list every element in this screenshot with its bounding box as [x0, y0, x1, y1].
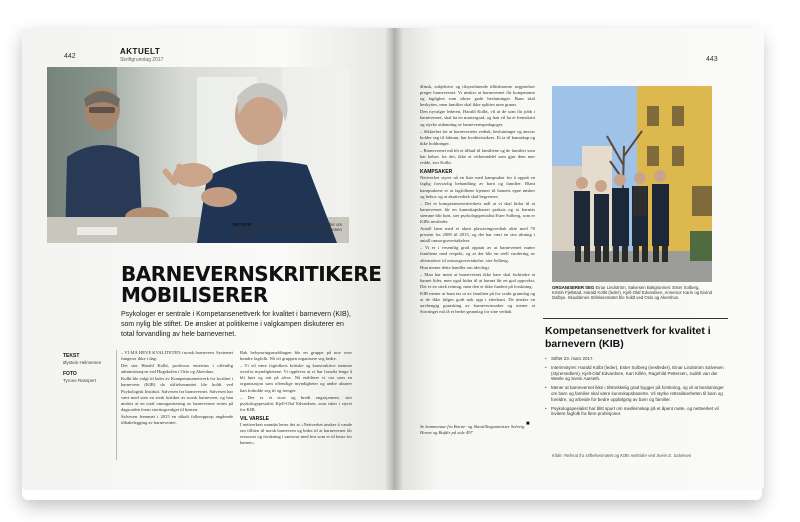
left-caption-text: Psykologspesialist Einar Lindström forteller om grunnlaget for nettverket i KIB. Harald Kolbt i bakgrunnen følger med.: [233, 222, 343, 238]
headline: [121, 264, 381, 306]
fact-box-item: • Interimstyret: Harald Kolbt (leder), Ester Solberg (nestleder), Einar Lindström Salvesen (styremedlem), Kjell-Olaf Edvardsen, Kari Killén, Ragnhild Pettersen, Judith van der Weele og Svein Aarseth.: [551, 365, 728, 382]
paragraph: – VI MÅ HEVE KVALITETEN i norsk barnevern. Systemet fungerer ikke i dag.: [121, 350, 233, 362]
right-column-1: [420, 84, 535, 420]
paragraph: dlinsk, subjektive og tilsynelatende tillitsbaserte avgjørelser preger barnevernet. Vi ønsker at barnevernet får kompetanse og faglighet som sikrer gode beslutninger. Barn skal beskyttes, men familier skal ikke splittes uten grunn.: [420, 84, 535, 108]
paragraph: – Sikkerhet for at barnevernets vedtak, beslutninger og ansvar holder seg til faktum, bør kvalitetssikres. Et ta til kunnskap og ikke holdninger.: [420, 128, 535, 146]
paragraph: I nettverkets mandat heter det at «Nettverket ønsker å vande om tilliten til norsk barnevern og bidra til at barnevernet får ressurser og forskning i samsvar med hva som er til beste for barnet».: [240, 422, 352, 446]
credit-text-label: TEKST: [63, 353, 80, 359]
left-caption-label: INITIATIV: [233, 222, 252, 227]
page-number-left: 442: [64, 53, 76, 60]
right-caption-text: Einar Lindström, Salvesen Bakgrunnen: Ester Solberg, Kristin Fjellstad, Harald Kolbt (leder), Kjell-Olaf Edvardsen, Annemor Karin og Eivind Dalbye. Skuddenes Stifelsesmøtet ble holdt ved Oslo og Akershus.: [552, 285, 713, 301]
meeting-photo-illustration: [47, 67, 349, 243]
paragraph: KIB mener at barn tas ut av familien på for svakt grunnlag og at de ikke følges godt nok opp i etterkant. De ønsker en uavhengig gransking av barnevernssaker og mener at Stortinget må få et bedre grunnlag for sine vedtak.: [420, 291, 535, 315]
paragraph: – Vi vil være fagfolkets kritiske og konstruktive stemme overfor myndighetene. Vi opplever at vi har forsøkt lenge å bli hørt og tatt på alvor. Nå etablerer vi oss som en organisasjon som offentlige myndigheter og andre aktører kan forholde seg til og trenger.: [240, 363, 352, 393]
right-photo-caption: [552, 285, 712, 301]
fact-box-item: • Stiftet 23. mars 2017.: [551, 356, 728, 362]
fact-box-source: Kilde: Referat fra stiftelsesmøtet og KIBs nettsider ved Svein E. Salvesen: [552, 453, 692, 458]
lead-paragraph: Psykologer er sentrale i Kompetansenettverk for kvalitet i barnevern (KIB), som nylig ble stiftet. De ønsker at politikerne i valgkampen diskuterer en total forvandling av hele barnevernet.: [121, 311, 351, 338]
fact-box-item: • Psykologspesialist har blitt spurt om medlemskap på et åpent møte, og nettverket vil invitere fagfolk fra flere profesjoner.: [551, 406, 728, 418]
meeting-photo: [47, 67, 349, 243]
group-photo-illustration: [552, 86, 712, 282]
paragraph: – Vi er i vesentlig grad opptatt av at barnevernet møter familiene med respekt, og at det blir en reell vurdering av alternativer til omsorgsovertakelse, sier Solberg.: [420, 245, 535, 263]
group-photo: [552, 86, 712, 282]
fact-box-list: [543, 356, 728, 417]
subheading-vil-varsle: VIL VARSLE: [240, 415, 269, 422]
credit-text-name: Øystein Helmersen: [63, 360, 102, 365]
paragraph: – Det er et stort og bredt engasjement, sier psykologspesialist Kjell-Olaf Edvardsen, som sitter i styret for KIB.: [240, 394, 352, 412]
paragraph: Det sier Harald Kolbt, professor emeritus i offentlig administrasjon ved Høgskolen i Oslo og Akershus.: [121, 363, 233, 375]
left-column-1: [121, 350, 233, 458]
paragraph: Hun mener dette handler om ideologi.: [420, 264, 490, 270]
paragraph: Antall barn med et akutt plasseringsvedtak økte med 70 prosent fra 2008 til 2015, og det har vært en stor økning i antall omsorgsovertakelser.: [420, 226, 535, 244]
left-column-2: [240, 350, 352, 458]
fact-box: [543, 318, 728, 455]
section-label: AKTUELT: [120, 47, 161, 56]
paragraph: – Man har ment at barnevernet ikke bare skal forhindre at barnet lider, men også bidra til at barnet får en god oppvekst. Det er en sterk retning, men den er ikke fundert på forskning.: [420, 271, 535, 289]
paragraph: Nettverket styrer nå en liste med kampsaker for å oppnå en faglig forsvarlig behandling av barn og familier. Blant kampsakene er at fagfolkene kjenner til barnets egne ønsker og behov og at akuttvedtak skal begrenses.: [420, 175, 535, 199]
column-divider: [116, 350, 117, 460]
paragraph: Salvesen fremmet i 2015 en såkalt folkeopprop angående tilbakelegging av barnevernet.: [121, 413, 233, 426]
footnote: Se kommentar fra Barne- og likestillingsminister Solveig Horne og Bufdir på side 497: [420, 424, 525, 435]
headline-line-2: MOBILISERER: [121, 283, 268, 307]
fact-box-item: • Mener at barnevernet ikke i tilstrekkelig grad bygger på forskning, og vil at beslutninger om barn og familier skal være kunnskapsbaserte. Vil styrke rettssikkerheten til barn og foreldre, og arbeide for bedre oppfølging av barn og familier.: [551, 385, 728, 402]
paragraph: Rak bekymringsmeldingen ble en gruppe på noe over hundre fagfolk. Nå vil gruppen organisere seg bedre.: [240, 350, 352, 362]
paragraph: Den nyvalgte lederen, Harald Kolbt, vil at de som får jobb i barnevernet, skal ha en mastergrad, og han vil ha et fremskritt og styrke utdanning av barnevernspedagoger.: [420, 109, 535, 127]
paragraph: – Barnevernet må bli et tilbud til familiene og de familier som har behov for det, ikke et virkemiddel som gjør dem mer redde, sier Kolbt.: [420, 147, 535, 166]
credit-photo-name: Tyrone Rasspert: [63, 378, 97, 383]
credit-photo-label: FOTO: [63, 371, 77, 377]
subheading-kampsaker: KAMPSAKER: [420, 169, 453, 176]
paragraph: – Det er kompetansenettverkets mål at vi skal bidra til at barnevernet får en kunnskapsbasert praksis og at barnets stemme blir hørt, sier psykologspesialist Ester Solberg, som er KIBs nestleder.: [420, 200, 535, 224]
right-caption-label: ORGANISERER SEG: [552, 285, 595, 290]
end-mark: ■: [526, 421, 530, 427]
left-photo-caption: [233, 222, 351, 238]
page-number-right: 443: [706, 56, 718, 63]
fact-box-title: Kompetansenettverk for kvalitet i barnevern (KIB): [545, 325, 711, 350]
spine-shadow: [385, 28, 403, 490]
headline-line-1: BARNEVERNSKRITIKERE: [121, 262, 382, 286]
issue-label: Skriftgrunnlag 2017: [120, 57, 164, 63]
paragraph: Kolbt ble valgt til leder av Kompetansenettverk for kvalitet i barnevern (KIB) da stiftelsesmøtet ble holdt ved Psykologisk Institutt. Salvesen fra barnevernet. Salvesen har vært med som en sterk kritiker av norsk barnevern, og han ønsker at en total omorganisering av barnevernet settes på dagsorden foran stortingsvalget til høsten.: [121, 376, 233, 412]
